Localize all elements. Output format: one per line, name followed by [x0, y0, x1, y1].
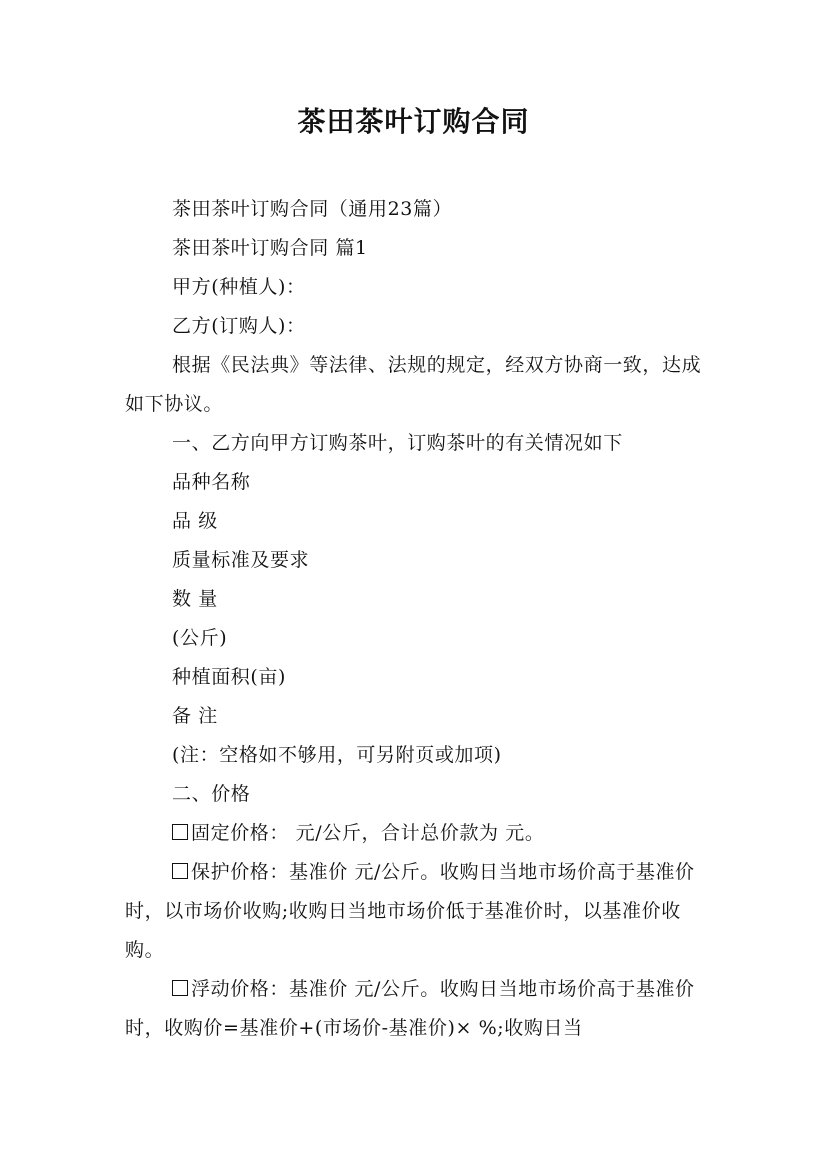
document-title: 茶田茶叶订购合同	[297, 105, 530, 138]
unit-field: (公斤)	[172, 627, 228, 649]
quality-field: 质量标准及要求	[172, 549, 310, 571]
subtitle-line: 茶田茶叶订购合同（通用23篇）	[172, 198, 453, 220]
protect-price-option	[125, 853, 710, 970]
quantity-field: 数 量	[172, 588, 218, 610]
remark-field: 备 注	[172, 705, 218, 727]
fixed-price-option	[125, 814, 710, 853]
variety-field: 品种名称	[172, 471, 251, 493]
fixed-price-checkbox[interactable]	[172, 824, 188, 840]
float-price-checkbox[interactable]	[172, 980, 188, 996]
party-b-line: 乙方(订购人)：	[172, 315, 306, 337]
clause-2-heading: 二、价格	[172, 783, 251, 805]
basis-paragraph: 根据《民法典》等法律、法规的规定，经双方协商一致，达成如下协议。	[125, 354, 702, 415]
grade-field: 品 级	[172, 510, 218, 532]
float-price-text: 浮动价格：基准价 元/公斤。收购日当地市场价高于基准价时，收购价=基准价+(市场价-基准价)× %;收购日当	[125, 978, 695, 1039]
fixed-price-text: 固定价格： 元/公斤，合计总价款为 元。	[191, 822, 545, 844]
protect-price-text: 保护价格：基准价 元/公斤。收购日当地市场价高于基准价时，以市场价收购;收购日当地市场价低于基准价时，以基准价收购。	[125, 861, 695, 961]
part-heading: 茶田茶叶订购合同 篇1	[172, 237, 368, 259]
note-line: (注：空格如不够用，可另附页或加项)	[172, 744, 502, 766]
float-price-option	[125, 970, 710, 1048]
area-field: 种植面积(亩)	[172, 666, 287, 688]
document-body	[125, 190, 710, 1048]
party-a-line: 甲方(种植人)：	[172, 276, 306, 298]
clause-1-heading: 一、乙方向甲方订购茶叶，订购茶叶的有关情况如下	[172, 432, 623, 454]
protect-price-checkbox[interactable]	[172, 863, 188, 879]
